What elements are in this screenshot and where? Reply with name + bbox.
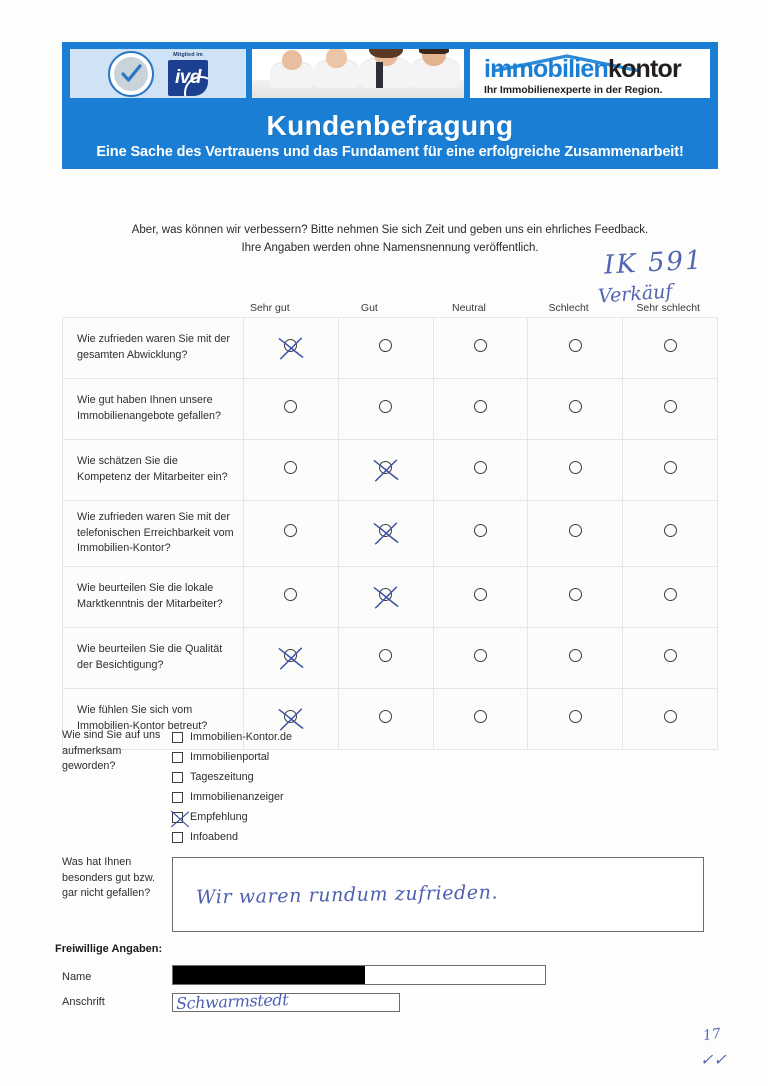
radio-bubble[interactable] (284, 524, 297, 537)
rating-column-headers (220, 302, 718, 314)
header-top-strip (62, 42, 718, 104)
handwritten-bottom-number: 17 (701, 1025, 722, 1045)
rating-column-header-4: Sehr schlecht (636, 302, 700, 314)
radio-bubble[interactable] (379, 461, 392, 474)
rating-option-r1-c1[interactable] (338, 379, 433, 440)
rating-table (62, 317, 718, 750)
radio-bubble[interactable] (379, 524, 392, 537)
rating-option-r1-c0[interactable] (244, 379, 339, 440)
handwritten-bottom-checkmarks: ✓✓ (700, 1050, 727, 1069)
rating-option-r3-c4[interactable] (623, 501, 718, 567)
rating-option-r3-c2[interactable] (433, 501, 528, 567)
radio-bubble[interactable] (379, 649, 392, 662)
question-label-5: Wie beurteilen Sie die Qualität der Besichtigung? (63, 627, 244, 688)
awareness-option-label-2: Tageszeitung (190, 771, 254, 783)
rating-option-r6-c4[interactable] (623, 688, 718, 749)
question-label-0: Wie zufrieden waren Sie mit der gesamten Abwicklung? (63, 318, 244, 379)
rating-option-r0-c1[interactable] (338, 318, 433, 379)
rating-option-r4-c4[interactable] (623, 566, 718, 627)
ivd-mark-icon: ivd (168, 60, 208, 96)
checkbox-4[interactable] (172, 812, 183, 823)
awareness-option-label-3: Immobilienanzeiger (190, 791, 284, 803)
radio-bubble[interactable] (284, 400, 297, 413)
radio-bubble[interactable] (284, 649, 297, 662)
radio-bubble[interactable] (379, 588, 392, 601)
company-logo (470, 49, 710, 98)
rating-option-r6-c1[interactable] (338, 688, 433, 749)
awareness-option-0[interactable] (172, 727, 292, 747)
rating-option-r4-c0[interactable] (244, 566, 339, 627)
question-label-2: Wie schätzen Sie die Kompetenz der Mitarbeiter ein? (63, 440, 244, 501)
rating-column-header-2: Neutral (452, 302, 486, 314)
rating-option-r2-c2[interactable] (433, 440, 528, 501)
table-row (63, 440, 718, 501)
form-subtitle: Eine Sache des Vertrauens und das Fundament für eine erfolgreiche Zusammenarbeit! (96, 144, 684, 160)
rating-option-r5-c4[interactable] (623, 627, 718, 688)
photo-necktie (376, 62, 383, 88)
radio-bubble[interactable] (474, 710, 487, 723)
awareness-option-5[interactable] (172, 827, 292, 847)
intro-text (62, 222, 718, 258)
rating-option-r1-c4[interactable] (623, 379, 718, 440)
rating-option-r3-c1[interactable] (338, 501, 433, 567)
rating-option-r3-c0[interactable] (244, 501, 339, 567)
rating-option-r5-c2[interactable] (433, 627, 528, 688)
logo-tagline: Ihr Immobilienexperte in der Region. (484, 84, 663, 96)
radio-bubble[interactable] (474, 461, 487, 474)
freetext-handwritten-answer: Wir waren rundum zufrieden. (195, 881, 499, 909)
rating-option-r4-c2[interactable] (433, 566, 528, 627)
awareness-option-label-4: Empfehlung (190, 811, 248, 823)
ivd-membership-logo (168, 52, 208, 96)
checkbox-3[interactable] (172, 792, 183, 803)
radio-bubble[interactable] (379, 339, 392, 352)
rating-option-r0-c3[interactable] (528, 318, 623, 379)
table-row (63, 566, 718, 627)
awareness-option-2[interactable] (172, 767, 292, 787)
radio-bubble[interactable] (284, 710, 297, 723)
handwritten-role-annotation: Verkäuf (597, 280, 674, 308)
rating-option-r2-c4[interactable] (623, 440, 718, 501)
radio-bubble[interactable] (474, 524, 487, 537)
address-field-label: Anschrift (62, 996, 105, 1008)
radio-bubble[interactable] (379, 710, 392, 723)
awareness-option-1[interactable] (172, 747, 292, 767)
rating-column-header-0: Sehr gut (249, 302, 290, 314)
radio-bubble[interactable] (569, 400, 582, 413)
voluntary-section-title: Freiwillige Angaben: (55, 943, 163, 955)
address-handwritten-value: Schwarmstedt (175, 990, 289, 1013)
radio-bubble[interactable] (379, 400, 392, 413)
rating-option-r0-c4[interactable] (623, 318, 718, 379)
table-row (63, 379, 718, 440)
radio-bubble[interactable] (664, 524, 677, 537)
rating-option-r5-c3[interactable] (528, 627, 623, 688)
awareness-option-label-0: Immobilien-Kontor.de (190, 731, 293, 743)
rating-option-r3-c3[interactable] (528, 501, 623, 567)
rating-option-r5-c1[interactable] (338, 627, 433, 688)
table-row (63, 318, 718, 379)
radio-bubble[interactable] (569, 461, 582, 474)
name-input-field[interactable] (172, 965, 546, 985)
rating-option-r6-c3[interactable] (528, 688, 623, 749)
question-label-4: Wie beurteilen Sie die lokale Marktkenntnis der Mitarbeiter? (63, 566, 244, 627)
radio-bubble[interactable] (569, 524, 582, 537)
rating-option-r0-c2[interactable] (433, 318, 528, 379)
radio-bubble[interactable] (474, 588, 487, 601)
checkbox-0[interactable] (172, 732, 183, 743)
rating-option-r5-c0[interactable] (244, 627, 339, 688)
radio-bubble[interactable] (664, 588, 677, 601)
quality-seal-icon (108, 51, 154, 97)
rating-option-r0-c0[interactable] (244, 318, 339, 379)
handwritten-code-annotation: IK 591 (603, 245, 705, 281)
rating-column-header-1: Gut (360, 302, 378, 314)
awareness-option-label-5: Infoabend (190, 831, 239, 843)
name-field-label: Name (62, 971, 92, 983)
checkbox-2[interactable] (172, 772, 183, 783)
rating-option-r6-c2[interactable] (433, 688, 528, 749)
radio-bubble[interactable] (474, 339, 487, 352)
photo-person-3-hair (369, 49, 403, 58)
radio-bubble[interactable] (474, 400, 487, 413)
awareness-option-3[interactable] (172, 787, 292, 807)
radio-bubble[interactable] (569, 649, 582, 662)
intro-line-1: Aber, was können wir verbessern? Bitte nehmen Sie sich Zeit und geben uns ein ehrliches Feedback. (131, 224, 649, 236)
family-photo (252, 49, 464, 98)
radio-bubble[interactable] (664, 649, 677, 662)
radio-bubble[interactable] (664, 400, 677, 413)
radio-bubble[interactable] (474, 649, 487, 662)
checkbox-5[interactable] (172, 832, 183, 843)
rating-option-r4-c3[interactable] (528, 566, 623, 627)
photo-person-2-head (326, 49, 347, 68)
certification-badges (70, 49, 246, 98)
address-input-field[interactable] (172, 993, 400, 1012)
rating-option-r2-c1[interactable] (338, 440, 433, 501)
intro-line-2: Ihre Angaben werden ohne Namensnennung veröffentlich. (241, 241, 539, 254)
rating-option-r4-c1[interactable] (338, 566, 433, 627)
form-header-banner (62, 42, 718, 172)
logo-part-kontor: kontor (607, 55, 681, 83)
radio-bubble[interactable] (284, 339, 297, 352)
table-row (63, 627, 718, 688)
radio-bubble[interactable] (664, 339, 677, 352)
rating-option-r2-c0[interactable] (244, 440, 339, 501)
photo-person-4-hair (419, 49, 449, 54)
rating-option-r1-c3[interactable] (528, 379, 623, 440)
freetext-input-box[interactable] (172, 857, 704, 932)
radio-bubble[interactable] (569, 588, 582, 601)
form-title: Kundenbefragung (266, 110, 514, 141)
question-label-3: Wie zufrieden waren Sie mit der telefonischen Erreichbarkeit vom Immobilien-Kontor? (63, 501, 244, 567)
awareness-options-list (172, 727, 292, 847)
radio-bubble[interactable] (569, 710, 582, 723)
ivd-member-text: Mitglied im (173, 51, 203, 58)
name-redaction-bar (173, 966, 365, 984)
logo-part-immobilien: immobilien (484, 55, 608, 83)
radio-bubble[interactable] (664, 710, 677, 723)
question-label-1: Wie gut haben Ihnen unsere Immobilienangebote gefallen? (63, 379, 244, 440)
table-row (63, 501, 718, 567)
rating-option-r1-c2[interactable] (433, 379, 528, 440)
awareness-question-label: Wie sind Sie auf uns aufmerksam geworden? (62, 729, 161, 773)
radio-bubble[interactable] (284, 588, 297, 601)
logo-wordmark (484, 57, 710, 82)
photo-person-1-head (282, 50, 302, 70)
awareness-option-label-1: Immobilienportal (190, 751, 270, 763)
radio-bubble[interactable] (284, 461, 297, 474)
radio-bubble[interactable] (569, 339, 582, 352)
awareness-option-4[interactable] (172, 807, 292, 827)
rating-option-r2-c3[interactable] (528, 440, 623, 501)
checkbox-1[interactable] (172, 752, 183, 763)
question-label-6: Wie fühlen Sie sich vom Immobilien-Kontor betreut? (63, 688, 244, 749)
radio-bubble[interactable] (664, 461, 677, 474)
rating-column-header-3: Schlecht (548, 302, 589, 314)
freetext-question-label: Was hat Ihnen besonders gut bzw. gar nicht gefallen? (62, 856, 156, 900)
